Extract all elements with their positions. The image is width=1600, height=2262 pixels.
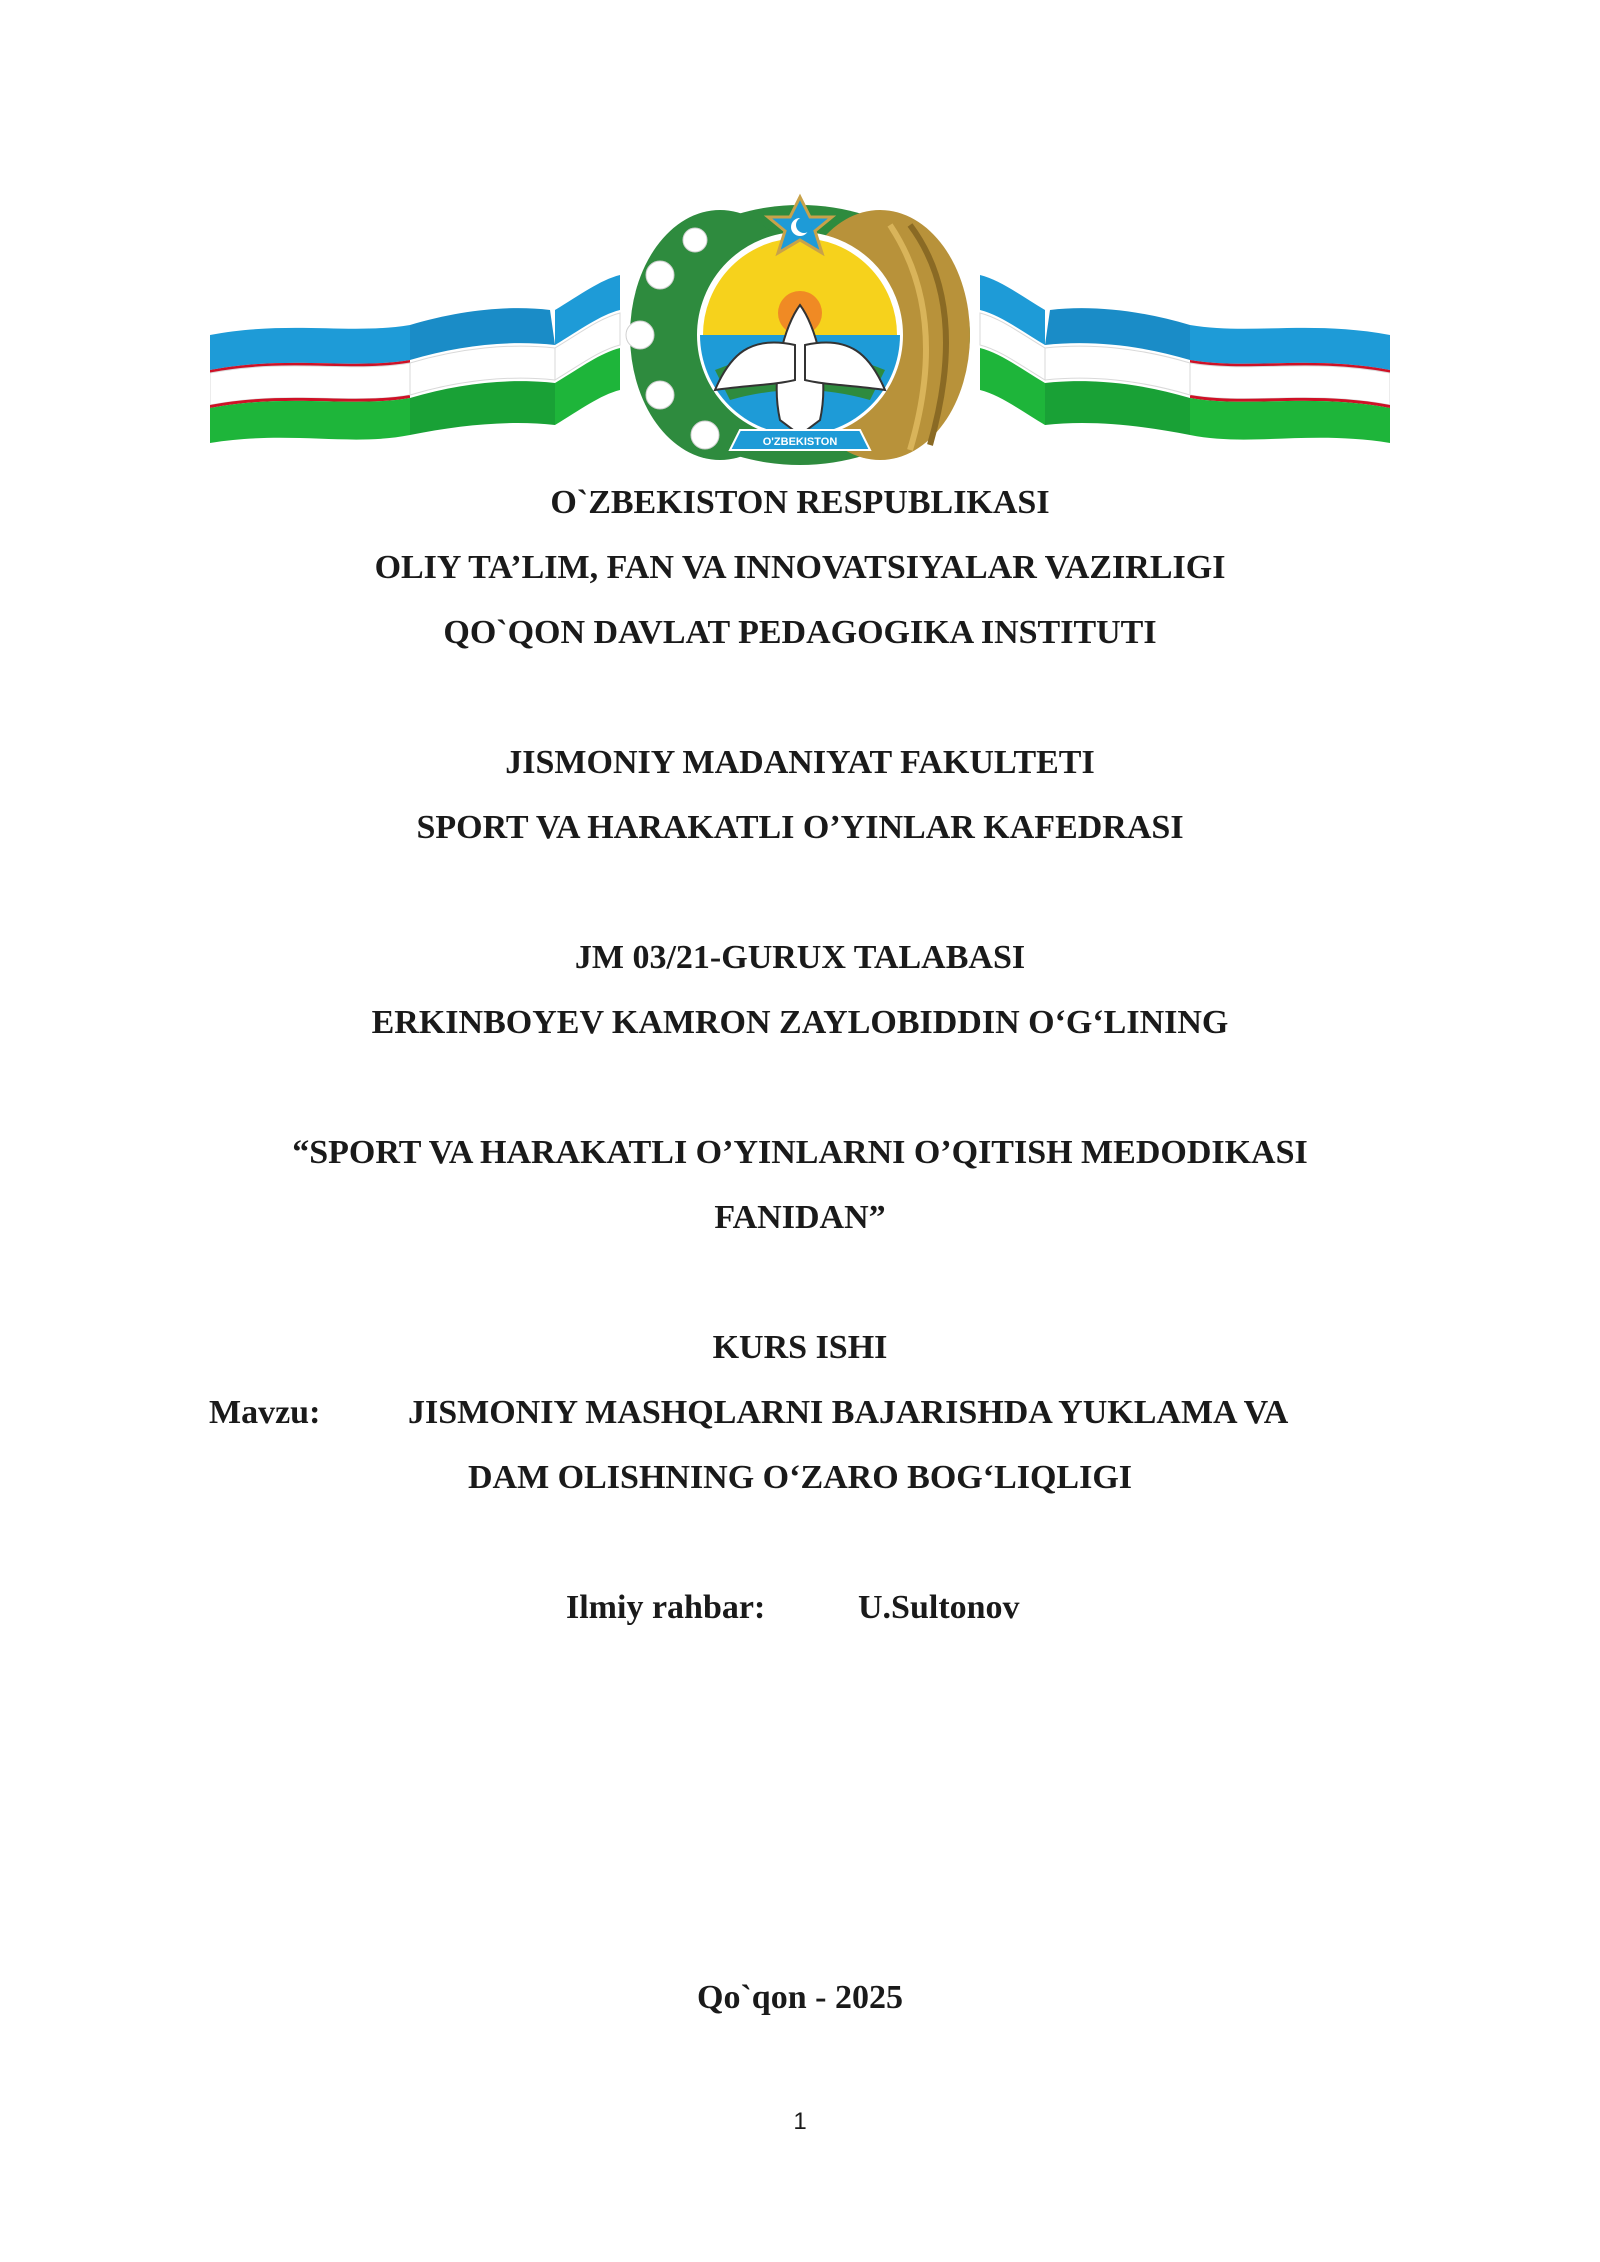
topic-label: Mavzu: bbox=[209, 1394, 321, 1431]
page-number: 1 bbox=[793, 2108, 807, 2135]
republic-title: O`ZBEKISTON RESPUBLIKASI bbox=[550, 484, 1050, 521]
institute-title: QO`QON DAVLAT PEDAGOGIKA INSTITUTI bbox=[443, 614, 1157, 651]
supervisor-name: U.Sultonov bbox=[858, 1589, 1020, 1626]
emblem-banner bbox=[730, 430, 870, 450]
department-title: SPORT VA HARAKATLI O’YINLAR KAFEDRASI bbox=[416, 809, 1184, 846]
work-type: KURS ISHI bbox=[712, 1329, 888, 1366]
topic-line-1: JISMONIY MASHQLARNI BAJARISHDA YUKLAMA VA bbox=[408, 1394, 1289, 1431]
ministry-title: OLIY TA’LIM, FAN VA INNOVATSIYALAR VAZIRLIGI bbox=[374, 549, 1226, 586]
student-name: ERKINBOYEV KAMRON ZAYLOBIDDIN O‘G‘LINING bbox=[371, 1004, 1229, 1041]
topic-row bbox=[0, 1393, 1600, 1433]
supervisor-row bbox=[0, 1588, 1600, 1628]
city-year: Qo`qon - 2025 bbox=[697, 1979, 903, 2016]
supervisor-label: Ilmiy rahbar: bbox=[566, 1589, 766, 1626]
faculty-title: JISMONIY MADANIYAT FAKULTETI bbox=[505, 744, 1095, 781]
topic-line-2: DAM OLISHNING O‘ZARO BOG‘LIQLIGI bbox=[467, 1459, 1133, 1496]
subject-line-1: “SPORT VA HARAKATLI O’YINLARNI O’QITISH MEDODIKASI bbox=[292, 1134, 1308, 1171]
student-group: JM 03/21-GURUX TALABASI bbox=[574, 939, 1026, 976]
emblem-banner-text: O'ZBEKISTON bbox=[762, 436, 838, 448]
emblem-illustration bbox=[210, 185, 1390, 475]
flag-ribbon-right bbox=[980, 275, 1390, 443]
flag-ribbon-left bbox=[210, 275, 620, 443]
state-emblem-with-flag bbox=[210, 185, 1390, 475]
subject-line-2: FANIDAN” bbox=[714, 1199, 886, 1236]
